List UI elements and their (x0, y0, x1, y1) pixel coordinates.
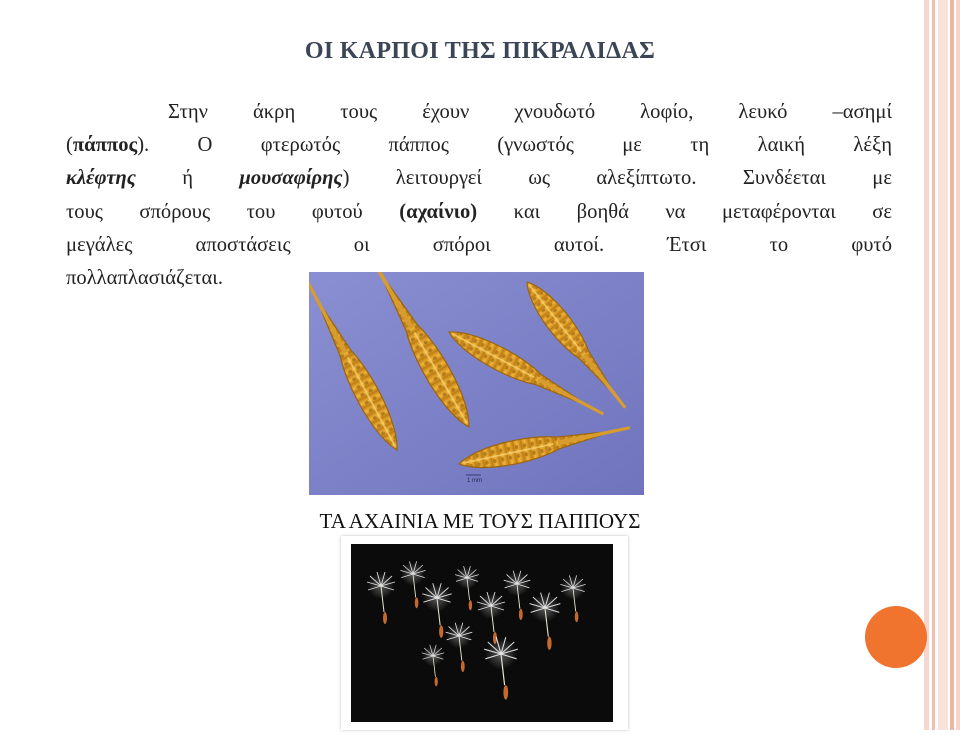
term-achainio: (αχαίνιο) (399, 200, 478, 223)
paragraph-line-2 (66, 129, 892, 162)
paragraph-line-3 (66, 162, 892, 195)
pappus-photo (341, 536, 628, 730)
term-kleftis: κλέφτης (66, 167, 136, 190)
paragraph-line-5 (66, 229, 892, 262)
text-run: πολλαπλασιάζεται. (66, 267, 223, 290)
text-run: ). Ο φτερωτός πάππος (γνωστός με τη λαική λέξη (137, 134, 892, 157)
pappus-illustration (341, 536, 628, 730)
text-run: και βοηθά να μεταφέρονται σε (477, 200, 892, 223)
term-pappos: πάππος (72, 134, 138, 157)
side-stripe-4 (950, 0, 954, 730)
side-stripe-2 (932, 0, 935, 730)
text-run: Στην άκρη τους έχουν χνουδωτό λοφίο, λευκό –ασημί (168, 101, 892, 123)
side-stripe-3 (938, 0, 948, 730)
text-run: μεγάλες αποστάσεις οι σπόροι αυτοί. Έτσι το φυτό (66, 233, 892, 256)
side-stripe-1 (924, 0, 929, 730)
slide-title: ΟΙ ΚΑΡΠΟΙ ΤΗΣ ΠΙΚΡΑΛΙΔΑΣ (304, 38, 656, 64)
term-mousafiris: μουσαφίρης (239, 167, 343, 190)
text-run: τους σπόρους του φυτού (66, 200, 400, 223)
text-run: ( (66, 134, 73, 157)
text-run: ή (135, 167, 240, 190)
paragraph-line-4 (66, 196, 892, 229)
accent-circle (865, 606, 927, 668)
paragraph-line-1 (66, 96, 892, 129)
achenes-photo (309, 272, 644, 495)
achenes-illustration (309, 272, 644, 495)
image-caption: ΤΑ ΑΧΑΙΝΙΑ ΜΕ ΤΟΥΣ ΠΑΠΠΟΥΣ (319, 509, 641, 533)
scale-label: 1 mm (467, 478, 482, 484)
side-stripe-5 (956, 0, 960, 730)
text-run: ) λειτουργεί ως αλεξίπτωτο. Συνδέεται με (342, 167, 892, 190)
body-paragraph (66, 96, 892, 295)
